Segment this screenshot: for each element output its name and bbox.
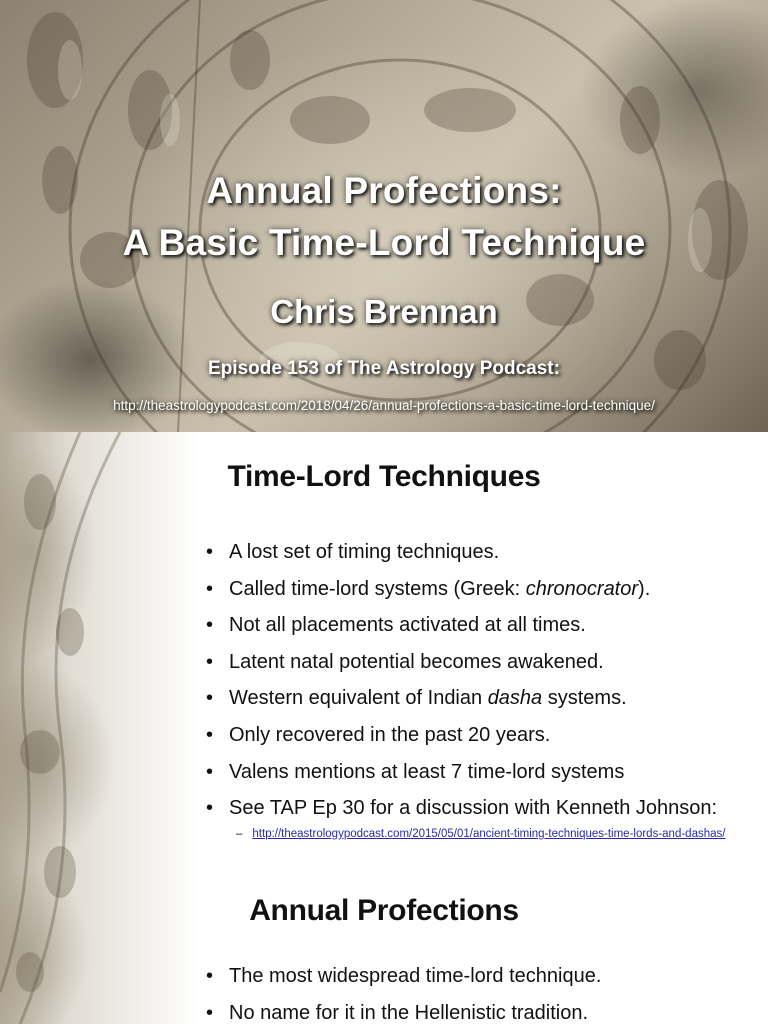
sub-bullet-dash: – [236,828,243,840]
section-heading-annual-profections: Annual Profections [249,894,519,927]
slide-title-line-1: Annual Profections: [206,170,562,211]
list-item [204,794,717,831]
list-item [204,575,717,612]
bullet-text: No name for it in the Hellenistic tradition. [229,1001,589,1024]
episode-label: Episode 153 of The Astrology Podcast: [208,358,560,379]
tap-ep30-link[interactable]: http://theastrologypodcast.com/2015/05/01/ancient-timing-techniques-time-lords-and-dashas/ [252,828,726,840]
content-slide [0,432,768,1024]
bullet-text: The most widespread time-lord technique. [229,965,602,987]
sanskrit-term: dasha [487,687,543,710]
author-name: Chris Brennan [270,293,498,330]
bullet-text-part: systems. [542,687,627,710]
list-item [204,538,717,575]
list-item [204,611,717,648]
section-heading-time-lord-techniques: Time-Lord Techniques [227,460,541,493]
title-slide [0,0,768,432]
list-item [204,999,601,1024]
list-item [204,721,717,758]
sub-bullet-link-item [236,828,725,840]
bullet-text: Not all placements activated at all times. [229,614,586,637]
bullet-text: See TAP Ep 30 for a discussion with Kenneth Johnson: [229,797,718,820]
bullet-text: A lost set of timing techniques. [229,541,500,563]
annual-profections-bullet-list [204,962,601,1024]
slide-title-line-2: A Basic Time-Lord Technique [122,222,646,263]
bullet-text-part: Western equivalent of Indian [229,687,488,710]
bullet-text: Latent natal potential becomes awakened. [229,650,604,673]
greek-term: chronocrator [525,577,639,600]
time-lord-bullet-list [204,538,717,831]
list-item [204,648,717,685]
episode-url: http://theastrologypodcast.com/2018/04/26/annual-profections-a-basic-time-lord-technique/ [113,398,655,413]
bullet-text: Only recovered in the past 20 years. [229,723,551,746]
list-item [204,758,717,795]
bullet-text-part: Called time-lord systems (Greek: [229,577,526,600]
relief-border-figures-image [0,432,200,1024]
bullet-text: Valens mentions at least 7 time-lord systems [229,760,625,783]
list-item [204,684,717,721]
bullet-text-part: ). [638,577,651,600]
list-item [204,962,601,999]
